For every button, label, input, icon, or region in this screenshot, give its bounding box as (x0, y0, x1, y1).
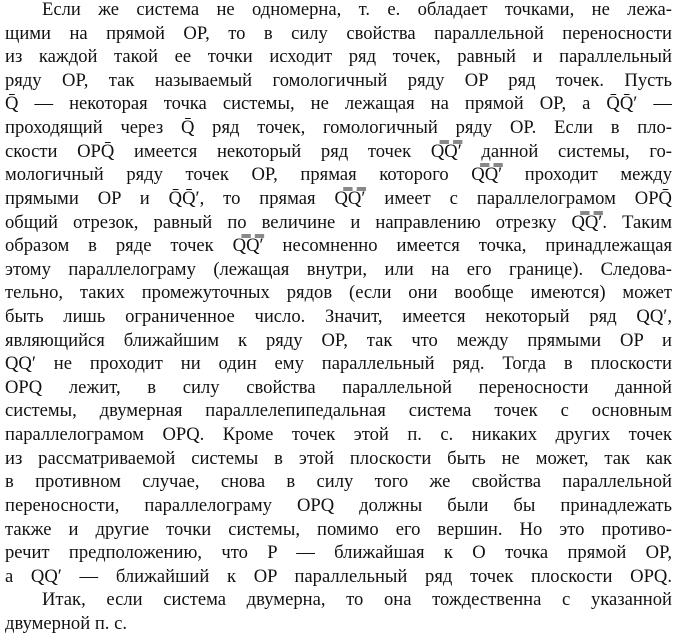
text-line: ряду OP, так называемый гомологичный ряду OP ряд точек. Пусть (5, 70, 672, 91)
text-line: мологичный ряду точек OP, прямая которого Q̿Q̿′ проходит между (5, 164, 672, 185)
text-line: двумерной п. с. (5, 613, 127, 634)
text-line: общий отрезок, равный по величине и направлению отрезку Q̿Q̿′. Таким (5, 212, 672, 233)
text-line: в противном случае, снова в силу того же свойства параллельной (5, 471, 672, 492)
text-line: Итак, если система двумерна, то она тождественна с указанной (42, 589, 672, 610)
text-line: щими на прямой OP, то в силу свойства параллельной переносности (5, 23, 672, 44)
text-line: а QQ′ — ближайший к OP параллельный ряд точек плоскости OPQ. (5, 566, 672, 587)
text-line: прямыми OP и Q̄Q̄′, то прямая Q̿Q̿′ имеет с параллелограмом OPQ̄ (5, 188, 672, 209)
text-line: системы, двумерная параллелепипедальная система точек с основным (5, 400, 672, 421)
text-line: образом в ряде точек Q̿Q̿′ несомненно имеется точка, принадлежащая (5, 235, 672, 256)
text-line: из каждой такой ее точки исходит ряд точек, равный и параллельный (5, 46, 672, 67)
text-line: переносности, параллелограму OPQ должны были бы принадлежать (5, 495, 672, 516)
text-line: QQ′ не проходит ни один ему параллельный ряд. Тогда в плоскости (5, 353, 672, 374)
text-line: из рассматриваемой системы в этой плоскости быть не может, так как (5, 448, 672, 469)
text-line: также и другие точки системы, помимо его вершин. Но это противо- (5, 519, 672, 540)
text-line: быть лишь ограниченное число. Значит, имеется некоторый ряд QQ′, (5, 306, 672, 327)
text-line: проходящий через Q̄ ряд точек, гомологичный ряду OP. Если в пло- (5, 117, 672, 138)
text-line: Если же система не одномерна, т. е. обладает точками, не лежа- (42, 0, 672, 20)
text-line: тельно, таких промежуточных рядов (если они вообще имеются) может (5, 282, 672, 303)
text-line: OPQ лежит, в силу свойства параллельной переносности данной (5, 377, 672, 398)
text-line: являющийся ближайшим к ряду OP, так что между прямыми OP и (5, 330, 672, 351)
text-line: Q̄ — некоторая точка системы, не лежащая на прямой OP, а Q̄Q̄′ — (5, 93, 672, 114)
text-line: скости OPQ̄ имеется некоторый ряд точек Q̿Q̿′ данной системы, го- (5, 141, 672, 162)
text-line: параллелограмом OPQ. Кроме точек этой п. с. никаких других точек (5, 424, 672, 445)
text-line: этому параллелограму (лежащая внутри, или на его границе). Следова- (5, 259, 672, 280)
text-line: речит предположению, что P — ближайшая к O точка прямой OP, (5, 542, 672, 563)
